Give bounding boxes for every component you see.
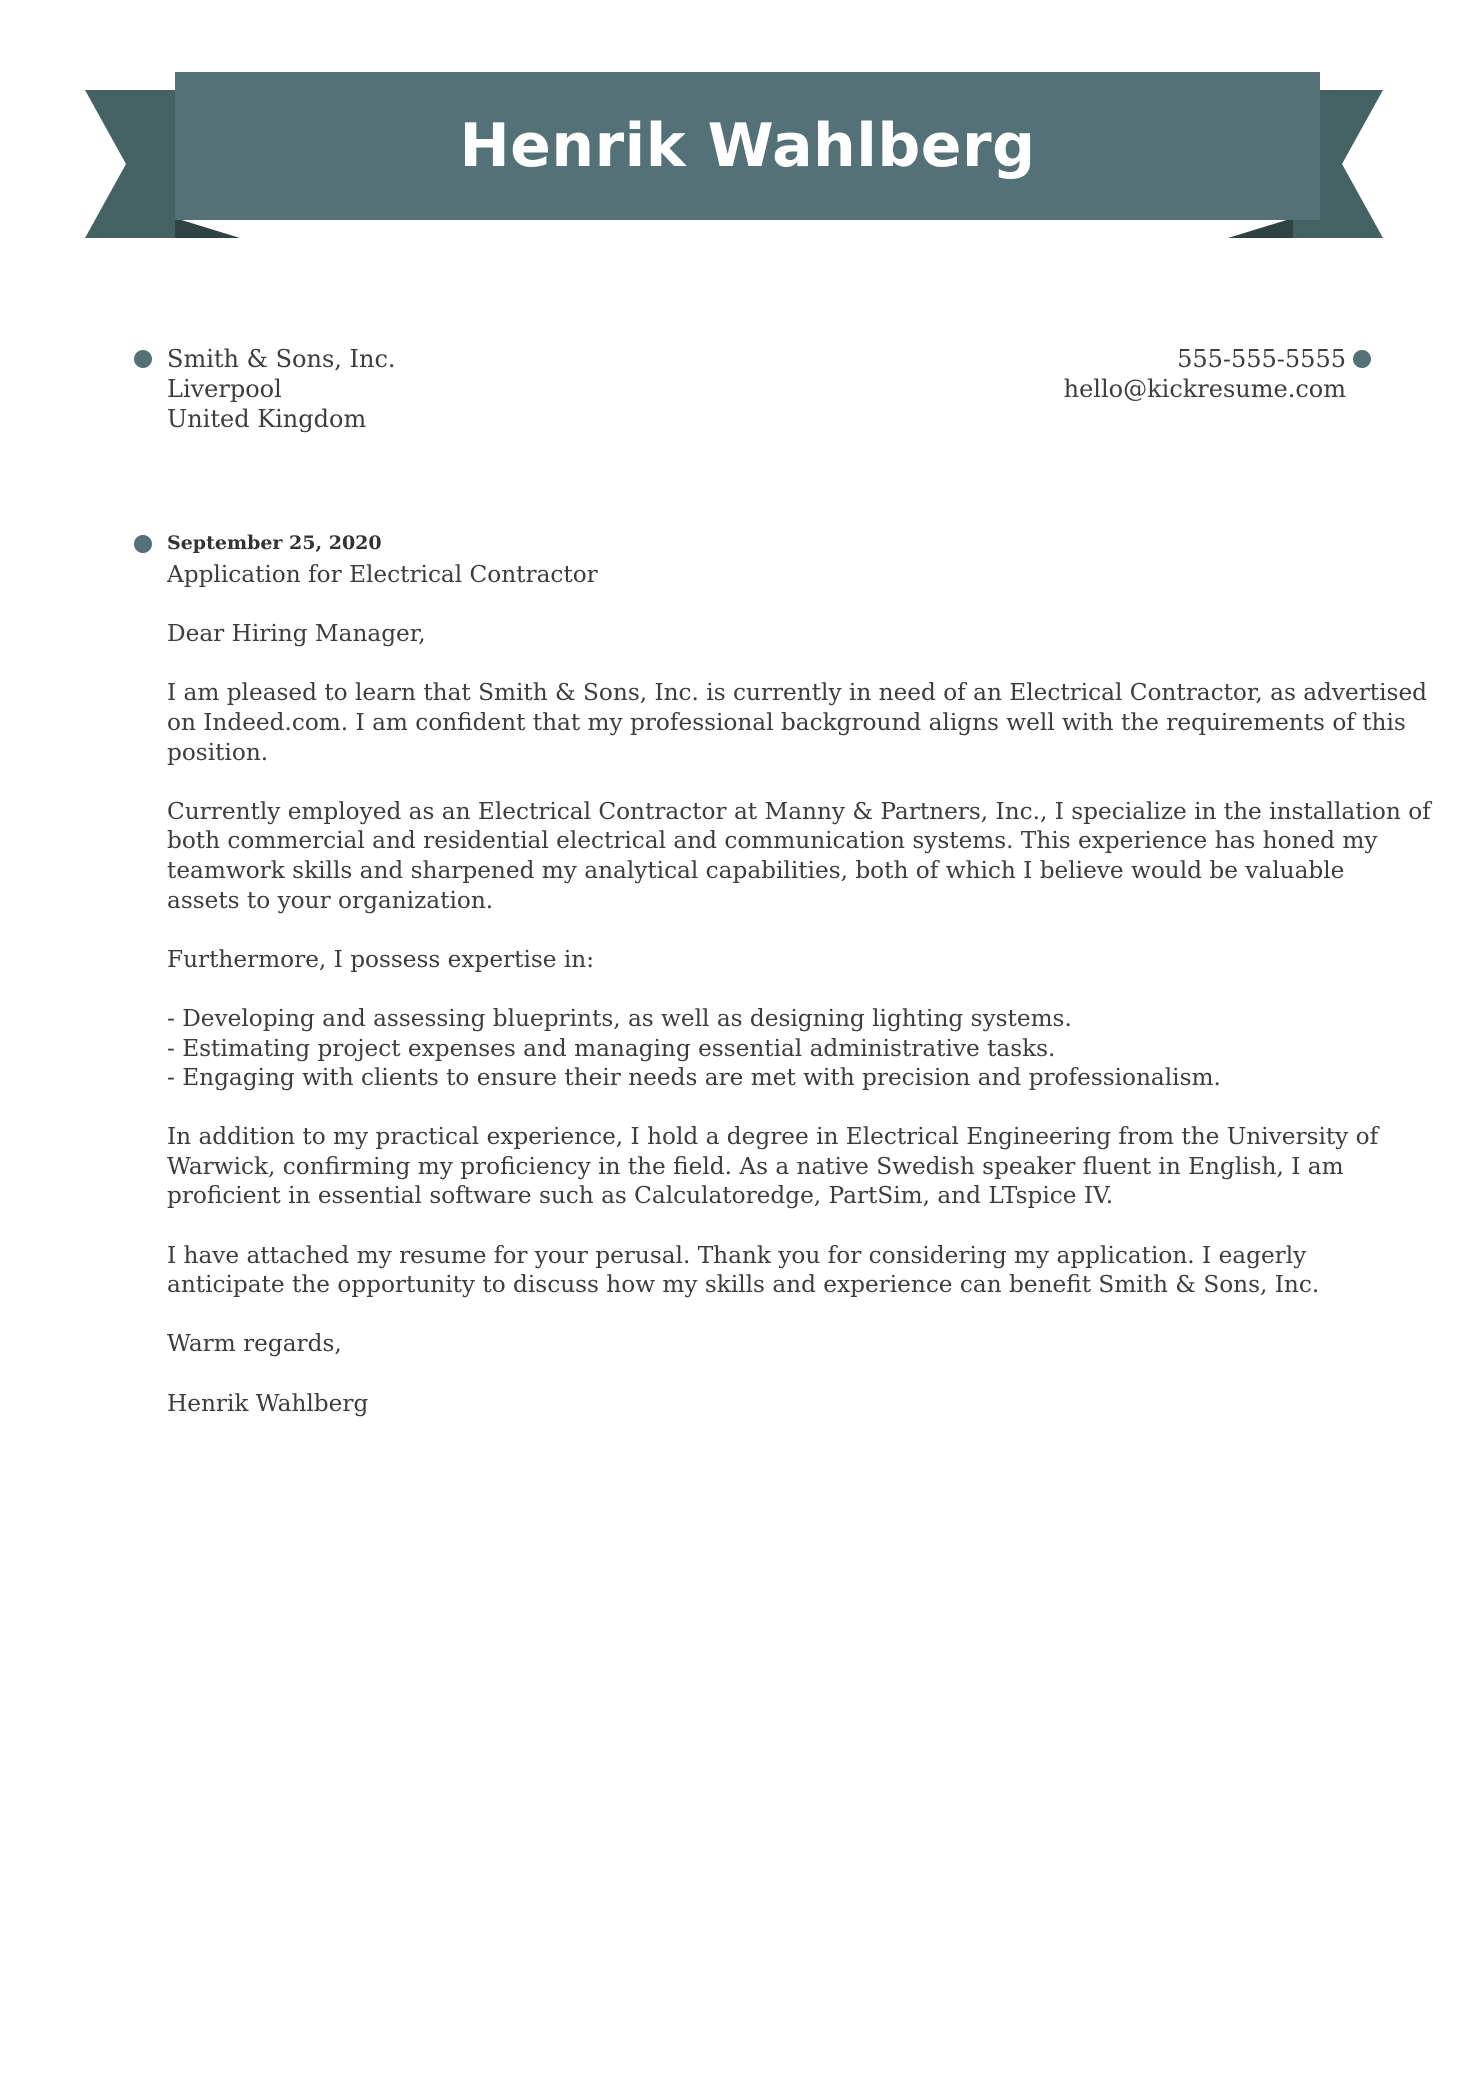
ribbon-right-fold bbox=[1228, 218, 1293, 238]
paragraph-closing bbox=[167, 1241, 1377, 1300]
paragraph-line: position. bbox=[167, 738, 269, 766]
applicant-name: Henrik Wahlberg bbox=[459, 111, 1036, 181]
letter-body bbox=[167, 560, 1431, 1448]
paragraph-line: In addition to my practical experience, I hold a degree in Electrical Engineering from the University of bbox=[167, 1123, 1379, 1151]
ribbon-left-tail bbox=[85, 90, 175, 238]
paragraph-line: both commercial and residential electrical and communication systems. This experience has honed my bbox=[167, 827, 1378, 855]
contact-info bbox=[1064, 344, 1346, 404]
paragraph-line: Currently employed as an Electrical Contractor at Manny & Partners, Inc., I specialize in the installation of bbox=[167, 797, 1431, 825]
paragraph-education bbox=[167, 1122, 1377, 1211]
recipient-country: United Kingdom bbox=[167, 405, 367, 433]
paragraph-line: teamwork skills and sharpened my analytical capabilities, both of which I believe would be valuable bbox=[167, 856, 1345, 884]
recipient-bullet-dot bbox=[134, 350, 152, 368]
paragraph-line: on Indeed.com. I am confident that my professional background aligns well with the requirements of this bbox=[167, 708, 1406, 736]
paragraph-line: I am pleased to learn that Smith & Sons, Inc. is currently in need of an Electrical Contractor, as advertised bbox=[167, 679, 1428, 707]
recipient-address bbox=[167, 344, 396, 434]
letter-subject: Application for Electrical Contractor bbox=[167, 561, 598, 588]
list-item: - Engaging with clients to ensure their needs are met with precision and professionalism. bbox=[167, 1064, 1221, 1092]
recipient-city: Liverpool bbox=[167, 375, 282, 403]
recipient-company: Smith & Sons, Inc. bbox=[167, 345, 396, 373]
list-item: - Estimating project expenses and managing essential administrative tasks. bbox=[167, 1034, 1056, 1062]
paragraph-line: Warwick, confirming my proficiency in the field. As a native Swedish speaker fluent in English, I am bbox=[167, 1152, 1344, 1180]
paragraph-line: assets to your organization. bbox=[167, 886, 494, 914]
paragraph-line: I have attached my resume for your perusal. Thank you for considering my application. I eagerly bbox=[167, 1241, 1307, 1269]
letter-closing: Warm regards, bbox=[167, 1330, 342, 1358]
list-item: - Developing and assessing blueprints, as well as designing lighting systems. bbox=[167, 1004, 1072, 1032]
contact-email: hello@kickresume.com bbox=[1063, 375, 1346, 403]
contact-bullet-dot bbox=[1353, 350, 1371, 368]
letter-salutation: Dear Hiring Manager, bbox=[167, 620, 426, 648]
paragraph-intro bbox=[167, 678, 1428, 767]
contact-phone: 555-555-5555 bbox=[1177, 345, 1346, 373]
ribbon-left-fold bbox=[175, 218, 240, 238]
letter-date: September 25, 2020 bbox=[167, 532, 382, 554]
paragraph-expertise-intro: Furthermore, I possess expertise in: bbox=[167, 945, 595, 973]
letter-signature: Henrik Wahlberg bbox=[167, 1389, 369, 1417]
paragraph-line: anticipate the opportunity to discuss how my skills and experience can benefit Smith & Sons, Inc. bbox=[167, 1271, 1320, 1299]
expertise-list bbox=[167, 1004, 1377, 1093]
date-bullet-dot bbox=[134, 535, 152, 553]
paragraph-line: proficient in essential software such as Calculatoredge, PartSim, and LTspice IV. bbox=[167, 1182, 1114, 1210]
paragraph-experience bbox=[167, 797, 1431, 915]
